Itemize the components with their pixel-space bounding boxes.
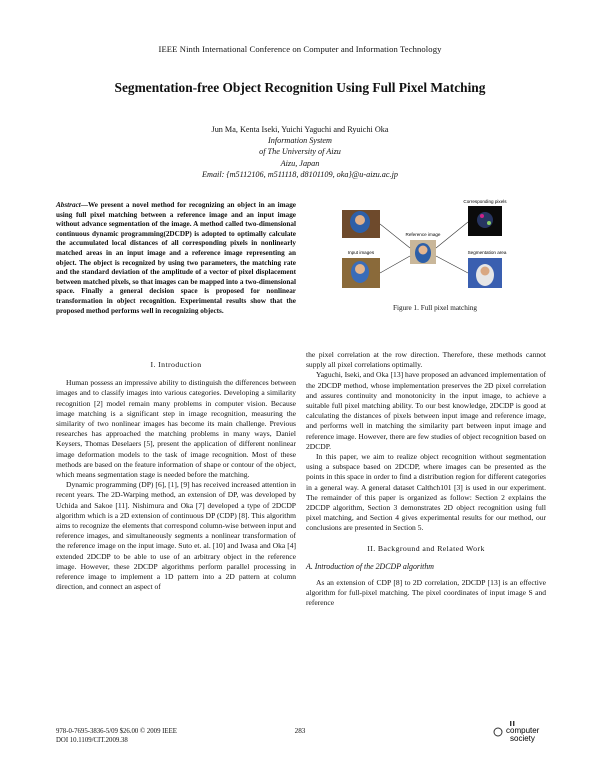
subsection-heading: A. Introduction of the 2DCDP algorithm — [306, 561, 434, 571]
figure-1-caption: Figure 1. Full pixel matching — [392, 304, 478, 312]
corresponding-pixel-dot-1 — [480, 214, 484, 218]
author-block — [0, 124, 600, 180]
right-paragraph-3: As an extension of CDP [8] to 2D correlation, 2DCDP [13] is an effective algorithm for full-pixel matching. The pixel coordinates of input image S and reference — [306, 578, 546, 608]
abstract-label: Abstract — [56, 201, 81, 209]
logo-line-1: computer — [506, 726, 540, 735]
corresponding-pixel-dot-2 — [487, 221, 491, 225]
input-image-2-face — [355, 264, 365, 274]
right-column — [306, 350, 546, 609]
affiliation-line-2: of The University of Aizu — [259, 147, 341, 157]
paper-title: Segmentation-free Object Recognition Using Full Pixel Matching — [114, 80, 486, 95]
footer-doi: DOI 10.1109/CIT.2009.38 — [56, 737, 128, 744]
affiliation-line-3: Aizu, Japan — [280, 158, 320, 168]
authors: Jun Ma, Kenta Iseki, Yuichi Yaguchi and Ryuichi Oka — [211, 125, 389, 134]
page-number: 283 — [294, 727, 306, 735]
background-heading: II. Background and Related Work — [367, 543, 485, 553]
segmentation-face — [481, 267, 490, 276]
affiliation-line-1: Information System — [268, 136, 332, 146]
intro-heading: I. Introduction — [150, 360, 202, 369]
abstract-text: —We present a novel method for recognizing an object in an image using full pixel matching between a reference image and an input image without advance segmentation of the image. A method called two-dimensional continuous dynamic programming(2DCDP) is adopted to optimally calculate the accumulated local distances of all corresponding pixels in nonlinearly matched areas in an input image and a reference image representing an object. The object is recognized by using two parameters, the matching rate and the standard deviation of the amplitude of a vector of pixel displacement between matched pixels, so that images can be mapped into a two-dimensional space. Finally a general decision space is proposed for nonlinear transformation in object recognition. Experimental results show that the proposed method performs well in recognizing objects. — [56, 201, 296, 315]
figure-1 — [330, 196, 540, 296]
author-email: Email: {m5112106, m511118, d8101109, oka}@u-aizu.ac.jp — [202, 169, 398, 179]
logo-line-2: society — [510, 734, 535, 743]
label-reference-image: Reference image — [405, 232, 441, 237]
left-column — [56, 360, 296, 592]
figure-1-graphic — [330, 196, 540, 296]
right-paragraph-0: the pixel correlation at the row direction. Therefore, these methods cannot supply all pixel correlations optimally. — [306, 350, 546, 370]
computer-society-logo — [492, 720, 552, 744]
right-paragraph-1: Yaguchi, Iseki, and Oka [13] have proposed an advanced implementation of the 2DCDP method, whose implementation preserves the 2D pixel correlation and assures continuity and monotonicity in the input image, to achieve a suitable full pixel matching ability. To our best knowledge, 2DCDP is good at calculating the distances of pixels between input image and reference image, and performs well in matching the similarity part between input image and reference image. However, there are few studies of object recognition based on 2DCDP. — [306, 370, 546, 451]
reference-face — [419, 246, 428, 255]
conference-header: IEEE Ninth International Conference on Computer and Information Technology — [158, 44, 442, 54]
label-input-images: Input images — [347, 250, 375, 255]
connector-line-2 — [380, 256, 410, 273]
logo-circle-icon — [494, 728, 502, 736]
input-image-1-face — [355, 215, 365, 225]
corresponding-pixels-blob — [477, 212, 493, 228]
computer-society-logo-graphic — [492, 720, 552, 744]
intro-paragraph-1: Human possess an impressive ability to distinguish the differences between images and to classify images into various categories. Developing a similarity recognition [2] model remain many problems in computer vision. Because image matching is a significant step in image recognition, measuring the similarity of two nonlinear images has become its main challenge. Previous researches has approached the matching problems in many ways, Daniel Keysers, Thomas Deselaers [5], present the application of different nonlinear image deformation models to the task of image recognition. Most of these methods are based on the feature information of shape or contour of the object, which means segmentation stage is needed before the matching. — [56, 378, 296, 480]
connector-line-3 — [436, 222, 468, 248]
footer-isbn: 978-0-7695-3836-5/09 $26.00 © 2009 IEEE — [56, 728, 177, 735]
label-segmentation-area: Segmentation area — [467, 250, 507, 255]
intro-paragraph-2: Dynamic programming (DP) [6], [1], [9] has received increased attention in recent years. The 2D-Warping method, an extension of DP, was developed by Uchida and Sakoe [11]. Nishimura and Oka [7] developed a type of 2DCDP algorithm which is a 2D extension of continuous DP (CDP) [8]. This algorithm aims to recognize the elements that correspond column-wise between input and reference images, and simultaneously segments a nonlinear transformation of the reference image on the input image. Suto et. al. [10] and Iwasa and Oka [4] extended 2DCDP to be able to use of an arbitrary object in the reference image. However, these 2DCDP algorithms perform parallel processing in reference image to implement a 1D pattern into a 2D pattern at column direction, and connect an aspect of — [56, 480, 296, 592]
label-corresponding-pixels: Corresponding pixels — [463, 199, 507, 204]
abstract — [56, 201, 296, 316]
connector-line-4 — [436, 256, 468, 273]
right-paragraph-2: In this paper, we aim to realize object recognition without segmentation using a subspace based on 2DCDP, where images can be presented as the points in this space in order to find a distribution region for different categories in a general way. A general dataset Calthch101 [3] is used in our experiment. The remainder of this paper is organized as follow: Section 2 explains the 2DCDP algorithm, Section 3 demonstrates 2D object recognition using full pixel matching, and Section 4 gives experimental results for our method, our conclusions are presented in Section 5. — [306, 452, 546, 533]
